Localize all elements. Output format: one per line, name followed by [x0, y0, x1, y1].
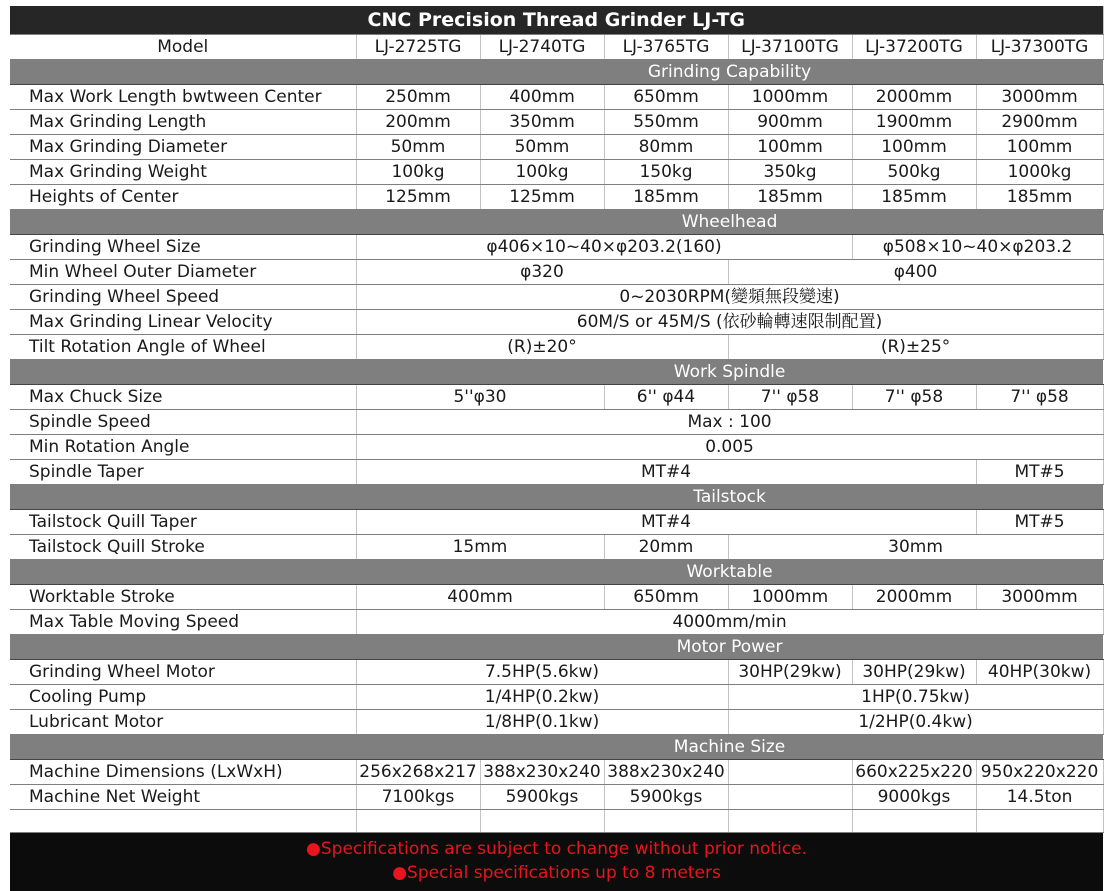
cell: 4000mm/min — [356, 610, 1103, 635]
cell: 1/8HP(0.1kw) — [356, 710, 728, 735]
cell: MT#5 — [976, 510, 1103, 535]
cell: 100mm — [728, 135, 852, 160]
title-row — [10, 6, 1103, 35]
cell: 185mm — [852, 185, 976, 210]
cell: 100kg — [480, 160, 604, 185]
model-1: LJ-2725TG — [356, 35, 480, 60]
cell: φ320 — [356, 260, 728, 285]
cell: φ406×10~40×φ203.2(160) — [356, 235, 852, 260]
table-row — [10, 585, 1103, 610]
table-row — [10, 110, 1103, 135]
row-label: Tailstock Quill Stroke — [10, 535, 356, 560]
model-3: LJ-3765TG — [604, 35, 728, 60]
row-label: Heights of Center — [10, 185, 356, 210]
table-row — [10, 710, 1103, 735]
cell: 9000kgs — [852, 785, 976, 810]
cell: 350kg — [728, 160, 852, 185]
table-row — [10, 685, 1103, 710]
table-title: CNC Precision Thread Grinder LJ-TG — [10, 6, 1103, 35]
cell: 100mm — [976, 135, 1103, 160]
section-grinding: Grinding Capability — [356, 60, 1103, 85]
cell: 50mm — [480, 135, 604, 160]
table-row — [10, 135, 1103, 160]
row-label: Max Work Length bwtween Center — [10, 85, 356, 110]
cell: 200mm — [356, 110, 480, 135]
section-row — [10, 360, 1103, 385]
cell: 1000mm — [728, 85, 852, 110]
cell: 0.005 — [356, 435, 1103, 460]
table-row — [10, 660, 1103, 685]
cell: 400mm — [356, 585, 604, 610]
section-worktable: Worktable — [356, 560, 1103, 585]
cell: 500kg — [852, 160, 976, 185]
row-label: Spindle Speed — [10, 410, 356, 435]
table-row — [10, 285, 1103, 310]
row-label: Grinding Wheel Motor — [10, 660, 356, 685]
cell: 650mm — [604, 585, 728, 610]
table-row — [10, 335, 1103, 360]
model-4: LJ-37100TG — [728, 35, 852, 60]
table-row — [10, 510, 1103, 535]
cell: MT#5 — [976, 460, 1103, 485]
cell: 550mm — [604, 110, 728, 135]
row-label: Lubricant Motor — [10, 710, 356, 735]
cell: MT#4 — [356, 460, 976, 485]
row-label: Tailstock Quill Taper — [10, 510, 356, 535]
cell: 185mm — [604, 185, 728, 210]
cell: 660x225x220 — [852, 760, 976, 785]
section-row — [10, 635, 1103, 660]
cell: 30HP(29kw) — [852, 660, 976, 685]
cell: 125mm — [356, 185, 480, 210]
cell: 150kg — [604, 160, 728, 185]
cell: MT#4 — [356, 510, 976, 535]
row-label: Tilt Rotation Angle of Wheel — [10, 335, 356, 360]
cell: 100mm — [852, 135, 976, 160]
cell: 50mm — [356, 135, 480, 160]
row-label: Machine Dimensions (LxWxH) — [10, 760, 356, 785]
cell: 7'' φ58 — [852, 385, 976, 410]
row-label: Max Grinding Weight — [10, 160, 356, 185]
cell: 100kg — [356, 160, 480, 185]
cell: 7.5HP(5.6kw) — [356, 660, 728, 685]
cell: 950x220x220 — [976, 760, 1103, 785]
cell: 3000mm — [976, 585, 1103, 610]
note-text: ●Special specifications up to 8 meters — [10, 861, 1103, 891]
cell: 30HP(29kw) — [728, 660, 852, 685]
section-row — [10, 560, 1103, 585]
cell: 1/2HP(0.4kw) — [728, 710, 1103, 735]
cell: 650mm — [604, 85, 728, 110]
note-text: ●Specifications are subject to change without prior notice. — [10, 833, 1103, 862]
cell: 30mm — [728, 535, 1103, 560]
cell: 7100kgs — [356, 785, 480, 810]
table-row — [10, 435, 1103, 460]
cell — [728, 785, 852, 810]
cell: 388x230x240 — [604, 760, 728, 785]
cell: 2000mm — [852, 585, 976, 610]
row-label: Min Rotation Angle — [10, 435, 356, 460]
note-row — [10, 861, 1103, 891]
cell: 2000mm — [852, 85, 976, 110]
cell: Max : 100 — [356, 410, 1103, 435]
section-row — [10, 735, 1103, 760]
cell — [728, 760, 852, 785]
model-row — [10, 35, 1103, 60]
row-label: Grinding Wheel Size — [10, 235, 356, 260]
cell: 5900kgs — [480, 785, 604, 810]
cell: 3000mm — [976, 85, 1103, 110]
cell: 6'' φ44 — [604, 385, 728, 410]
table-row — [10, 185, 1103, 210]
cell: 1000mm — [728, 585, 852, 610]
cell: 1000kg — [976, 160, 1103, 185]
cell: 60M/S or 45M/S (依砂輪轉速限制配置) — [356, 310, 1103, 335]
section-spindle: Work Spindle — [356, 360, 1103, 385]
spec-sheet — [10, 6, 1103, 891]
section-size: Machine Size — [356, 735, 1103, 760]
section-row — [10, 485, 1103, 510]
cell: 185mm — [728, 185, 852, 210]
cell: 250mm — [356, 85, 480, 110]
cell: 0~2030RPM(變頻無段變速) — [356, 285, 1103, 310]
row-label: Max Chuck Size — [10, 385, 356, 410]
blank-row — [10, 810, 1103, 833]
model-label: Model — [10, 35, 356, 60]
cell: 20mm — [604, 535, 728, 560]
cell: 900mm — [728, 110, 852, 135]
cell: 80mm — [604, 135, 728, 160]
model-2: LJ-2740TG — [480, 35, 604, 60]
table-row — [10, 785, 1103, 810]
cell: φ508×10~40×φ203.2 — [852, 235, 1103, 260]
section-wheelhead: Wheelhead — [356, 210, 1103, 235]
note-row — [10, 833, 1103, 862]
spec-table — [10, 6, 1104, 891]
table-row — [10, 410, 1103, 435]
cell: 256x268x217 — [356, 760, 480, 785]
model-6: LJ-37300TG — [976, 35, 1103, 60]
row-label: Machine Net Weight — [10, 785, 356, 810]
cell: 5900kgs — [604, 785, 728, 810]
cell: 1HP(0.75kw) — [728, 685, 1103, 710]
row-label: Grinding Wheel Speed — [10, 285, 356, 310]
cell: 1/4HP(0.2kw) — [356, 685, 728, 710]
cell: φ400 — [728, 260, 1103, 285]
table-row — [10, 610, 1103, 635]
cell: 125mm — [480, 185, 604, 210]
cell: 388x230x240 — [480, 760, 604, 785]
cell: 14.5ton — [976, 785, 1103, 810]
section-motor: Motor Power — [356, 635, 1103, 660]
row-label: Cooling Pump — [10, 685, 356, 710]
table-row — [10, 235, 1103, 260]
table-row — [10, 760, 1103, 785]
row-label: Min Wheel Outer Diameter — [10, 260, 356, 285]
model-5: LJ-37200TG — [852, 35, 976, 60]
row-label: Max Grinding Length — [10, 110, 356, 135]
row-label: Spindle Taper — [10, 460, 356, 485]
table-row — [10, 85, 1103, 110]
cell: 5''φ30 — [356, 385, 604, 410]
row-label: Worktable Stroke — [10, 585, 356, 610]
row-label: Max Grinding Linear Velocity — [10, 310, 356, 335]
table-row — [10, 160, 1103, 185]
cell: 15mm — [356, 535, 604, 560]
section-row — [10, 210, 1103, 235]
cell: 350mm — [480, 110, 604, 135]
table-row — [10, 535, 1103, 560]
cell: 185mm — [976, 185, 1103, 210]
cell: 2900mm — [976, 110, 1103, 135]
cell: 7'' φ58 — [976, 385, 1103, 410]
cell: (R)±25° — [728, 335, 1103, 360]
cell: (R)±20° — [356, 335, 728, 360]
row-label: Max Table Moving Speed — [10, 610, 356, 635]
table-row — [10, 310, 1103, 335]
cell: 400mm — [480, 85, 604, 110]
row-label: Max Grinding Diameter — [10, 135, 356, 160]
table-row — [10, 385, 1103, 410]
table-row — [10, 460, 1103, 485]
cell: 40HP(30kw) — [976, 660, 1103, 685]
cell: 1900mm — [852, 110, 976, 135]
section-row — [10, 60, 1103, 85]
table-row — [10, 260, 1103, 285]
section-tailstock: Tailstock — [356, 485, 1103, 510]
cell: 7'' φ58 — [728, 385, 852, 410]
